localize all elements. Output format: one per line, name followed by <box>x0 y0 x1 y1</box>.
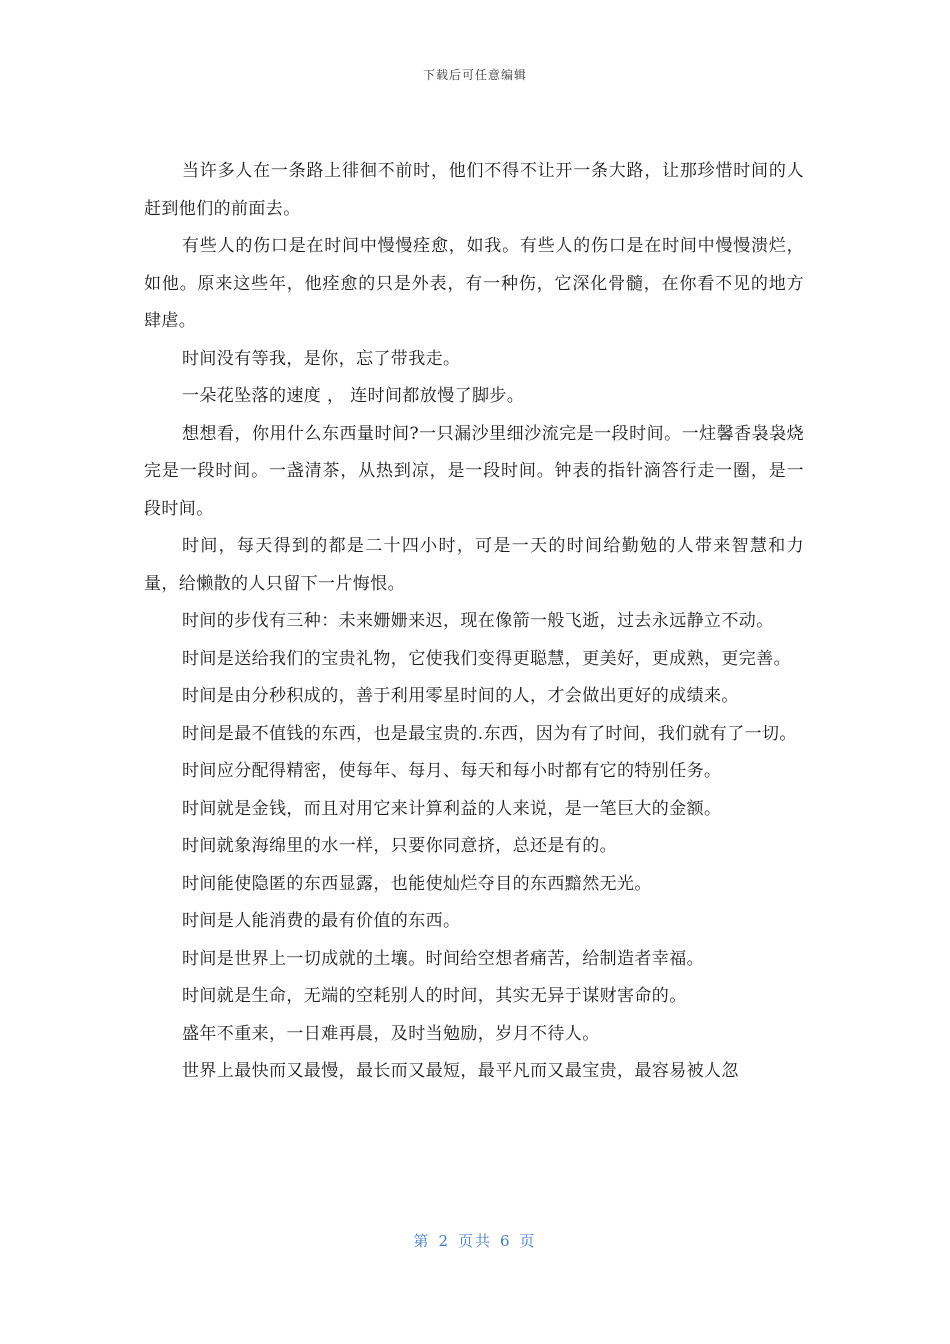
document-body <box>144 153 804 1091</box>
paragraph: 时间是由分秒积成的，善于利用零星时间的人，才会做出更好的成绩来。 <box>182 686 739 706</box>
paragraph: 当许多人在一条路上徘徊不前时，他们不得不让开一条大路，让那珍惜时间的人赶到他们的前面去。 <box>144 161 804 219</box>
paragraph: 时间是人能消费的最有价值的东西。 <box>182 911 461 931</box>
paragraph: 时间是最不值钱的东西，也是最宝贵的.东西，因为有了时间，我们就有了一切。 <box>182 723 797 744</box>
paragraph: 时间就象海绵里的水一样，只要你同意挤，总还是有的。 <box>182 836 617 856</box>
paragraph: 盛年不重来，一日难再晨，及时当勉励，岁月不待人。 <box>182 1023 600 1044</box>
paragraph: 时间应分配得精密，使每年、每月、每天和每小时都有它的特别任务。 <box>182 761 722 781</box>
paragraph: 时间就是生命，无端的空耗别人的时间，其实无异于谋财害命的。 <box>182 986 687 1006</box>
current-page-number: 2 <box>438 1232 450 1250</box>
paragraph: 有些人的伤口是在时间中慢慢痊愈，如我。有些人的伤口是在时间中慢慢溃烂，如他。原来这些年，他痊愈的只是外表，有一种伤，它深化骨髓，在你看不见的地方肆虐。 <box>144 236 804 331</box>
paragraph: 时间是世界上一切成就的土壤。时间给空想者痛苦，给制造者幸福。 <box>182 948 704 969</box>
paragraph: 时间能使隐匿的东西显露，也能使灿烂夺目的东西黯然无光。 <box>182 873 652 894</box>
paragraph: 一朵花坠落的速度 ， 连时间都放慢了脚步。 <box>182 386 525 406</box>
paragraph: 时间就是金钱，而且对用它来计算利益的人来说，是一笔巨大的金额。 <box>182 798 722 819</box>
total-page-count: 6 <box>500 1232 512 1250</box>
page-footer <box>0 1230 950 1251</box>
paragraph: 时间，每天得到的都是二十四小时，可是一天的时间给勤勉的人带来智慧和力量，给懒散的人只留下一片悔恨。 <box>144 536 804 594</box>
footer-prefix: 第 <box>413 1232 431 1250</box>
footer-middle: 页共 <box>457 1232 492 1250</box>
footer-suffix: 页 <box>519 1232 537 1250</box>
paragraph: 时间的步伐有三种：未来姗姗来迟，现在像箭一般飞逝，过去永远静立不动。 <box>182 611 774 631</box>
page-header: 下载后可任意编辑 <box>422 68 527 82</box>
paragraph: 想想看，你用什么东西量时间?一只漏沙里细沙流完是一段时间。一炷馨香袅袅烧完是一段时间。一盏清茶，从热到凉，是一段时间。钟表的指针滴答行走一圈，是一段时间。 <box>144 423 804 519</box>
paragraph: 时间没有等我，是你，忘了带我走。 <box>182 348 461 369</box>
paragraph: 时间是送给我们的宝贵礼物，它使我们变得更聪慧，更美好，更成熟，更完善。 <box>182 648 791 669</box>
paragraph: 世界上最快而又最慢，最长而又最短，最平凡而又最宝贵，最容易被人忽 <box>182 1061 739 1081</box>
